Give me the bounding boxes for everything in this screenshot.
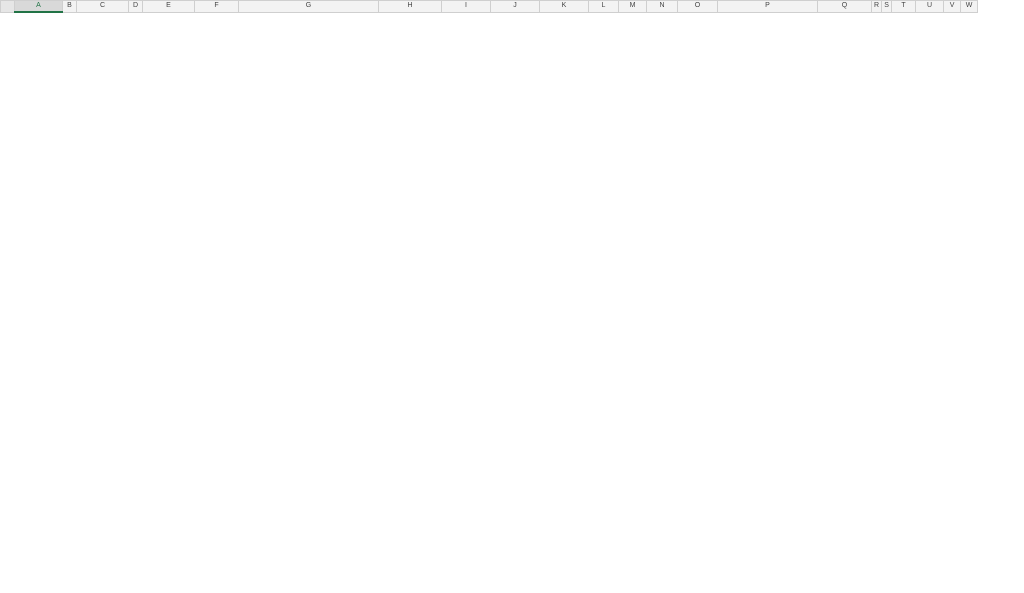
column-header-f[interactable]: F [195,1,239,13]
column-header-m[interactable]: M [619,1,647,13]
column-header-k[interactable]: K [540,1,589,13]
column-header-i[interactable]: I [442,1,491,13]
column-header-row [1,1,995,13]
spreadsheet-grid[interactable] [0,0,995,13]
column-header-t[interactable]: T [892,1,916,13]
column-header-h[interactable]: H [379,1,442,13]
column-header-l[interactable]: L [589,1,619,13]
column-header-r[interactable]: R [872,1,882,13]
column-header-u[interactable]: U [916,1,944,13]
column-header-j[interactable]: J [491,1,540,13]
column-header-b[interactable]: B [63,1,77,13]
column-header-v[interactable]: V [944,1,961,13]
column-header-w[interactable]: W [961,1,978,13]
column-header-a[interactable]: A [15,1,63,13]
column-header-e[interactable]: E [143,1,195,13]
column-header-d[interactable]: D [129,1,143,13]
column-header-o[interactable]: O [678,1,718,13]
column-header-n[interactable]: N [647,1,678,13]
column-header-g[interactable]: G [239,1,379,13]
column-header-s[interactable]: S [882,1,892,13]
column-header-c[interactable]: C [77,1,129,13]
column-header-p[interactable]: P [718,1,818,13]
column-header-q[interactable]: Q [818,1,872,13]
select-all-corner[interactable] [1,1,15,13]
